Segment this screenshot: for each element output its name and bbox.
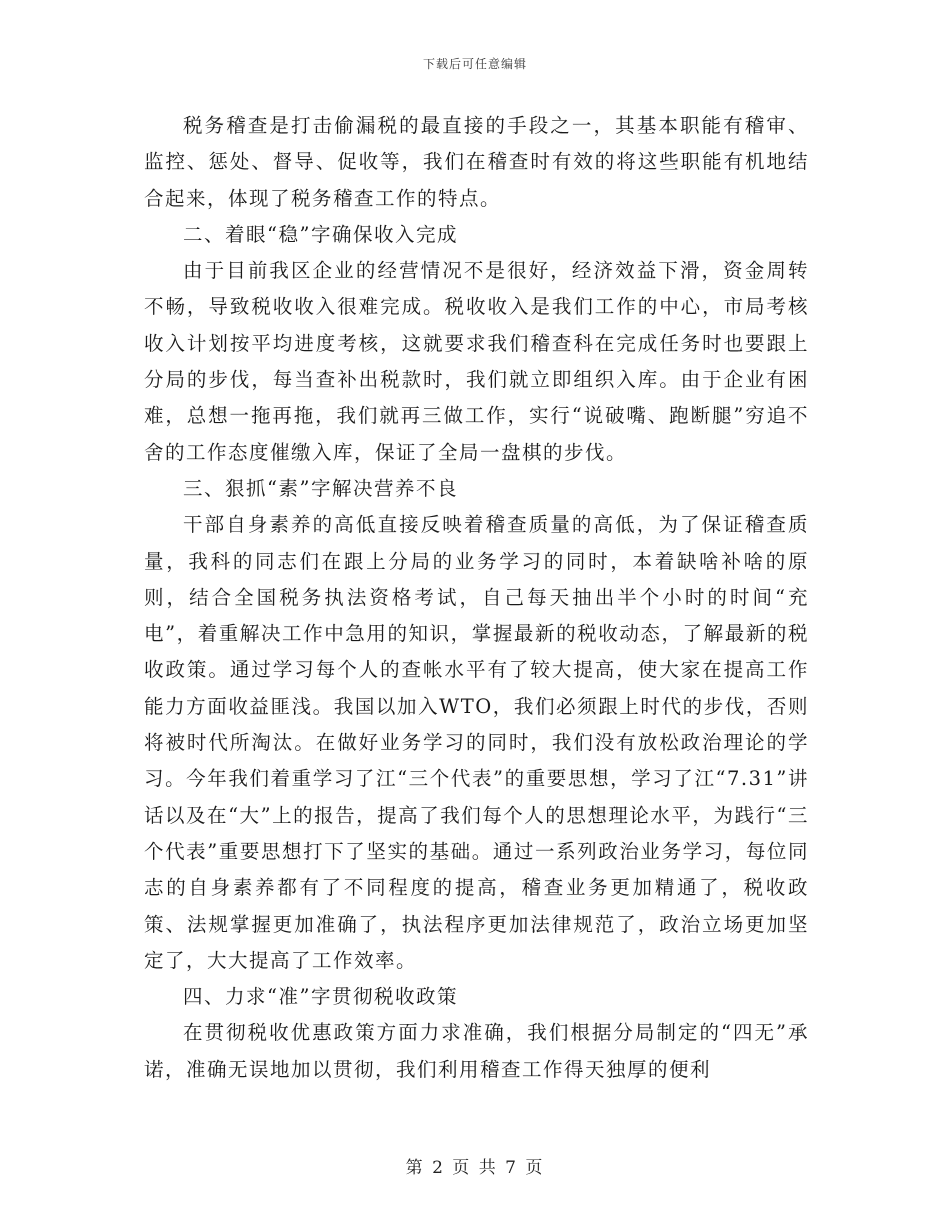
body-paragraph: 税务稽查是打击偷漏税的最直接的手段之一，其基本职能有稽审、监控、惩处、督导、促收等，我们在稽查时有效的将这些职能有机地结合起来，体现了税务稽查工作的特点。: [144, 114, 809, 210]
page-number: 第 2 页 共 7 页: [405, 1158, 545, 1178]
body-paragraph: 干部自身素养的高低直接反映着稽查质量的高低，为了保证稽查质量，我科的同志们在跟上分局的业务学习的同时，本着缺啥补啥的原则，结合全国税务执法资格考试，自己每天抽出半个小时的时间“充电”，着重解决工作中急用的知识，掌握最新的税收动态，了解最新的税收政策。通过学习每个人的查帐水平有了较大提高，使大家在提高工作能力方面收益匪浅。我国以加入WTO，我们必须跟上时代的步伐，否则将被时代所淘汰。在做好业务学习的同时，我们没有放松政治理论的学习。今年我们着重学习了江“三个代表”的重要思想，学习了江“7.31”讲话以及在“大”上的报告，提高了我们每个人的思想理论水平，为践行“三个代表”重要思想打下了坚实的基础。通过一系列政治业务学习，每位同志的自身素养都有了不同程度的提高，稽查业务更加精通了，税收政策、法规掌握更加准确了，执法程序更加法律规范了，政治立场更加坚定了，大大提高了工作效率。: [144, 513, 809, 972]
header-note: 下载后可任意编辑: [422, 57, 527, 71]
body-paragraph: 由于目前我区企业的经营情况不是很好，经济效益下滑，资金周转不畅，导致税收收入很难完成。税收收入是我们工作的中心，市局考核收入计划按平均进度考核，这就要求我们稽查科在完成任务时也要跟上分局的步伐，每当查补出税款时，我们就立即组织入库。由于企业有困难，总想一拖再拖，我们就再三做工作，实行“说破嘴、跑断腿”穷追不舍的工作态度催缴入库，保证了全局一盘棋的步伐。: [144, 259, 809, 464]
section-heading: 四、力求“准”字贯彻税收政策: [183, 985, 458, 1009]
document-body: [144, 108, 809, 1088]
section-heading: 三、狠抓“素”字解决营养不良: [183, 476, 458, 500]
body-paragraph: 在贯彻税收优惠政策方面力求准确，我们根据分局制定的“四无”承诺，准确无误地加以贯彻，我们利用稽查工作得天独厚的便利: [144, 1021, 809, 1081]
section-heading: 二、着眼“稳”字确保收入完成: [183, 222, 458, 246]
